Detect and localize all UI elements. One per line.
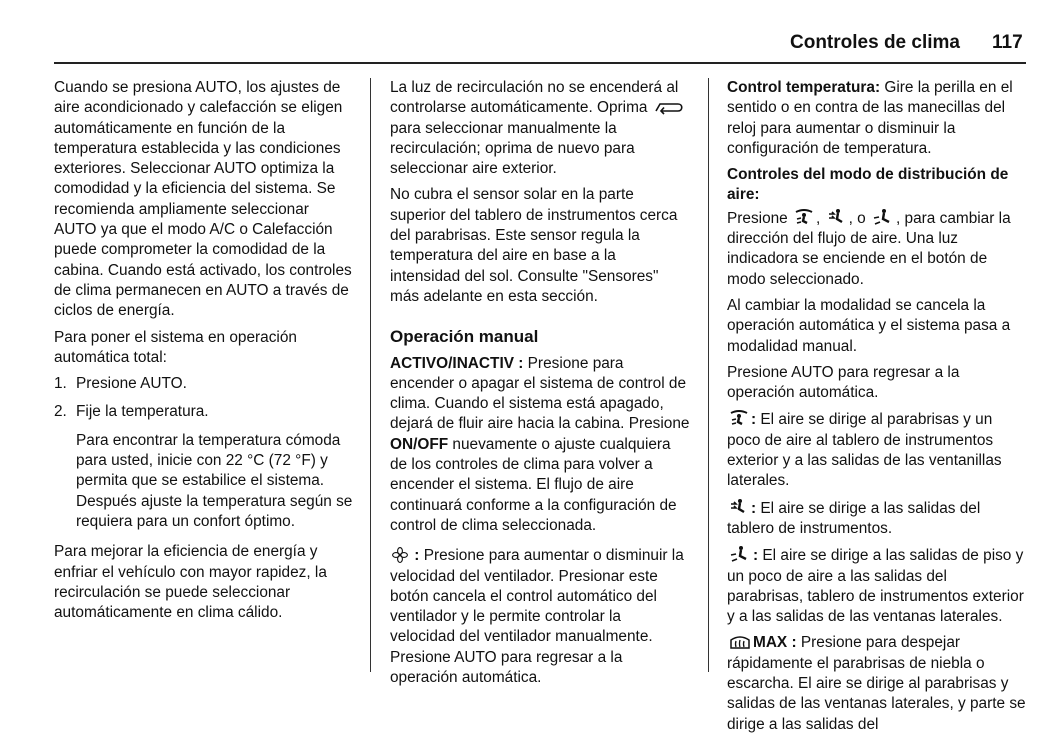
paragraph: Para poner el sistema en operación automática total:: [54, 328, 297, 366]
label: :: [751, 411, 757, 429]
defrost-floor-mode-icon: [794, 208, 814, 226]
paragraph: [727, 545, 1027, 627]
paragraph: [727, 208, 1027, 290]
text: Presione para despejar rápidamente el parabrisas de niebla o escarcha. El aire se dirige al parabrisas y salidas de las ventanas laterales, y parte se dirige a las salidas del: [727, 634, 1026, 733]
panel-mode-icon: [729, 498, 749, 516]
paragraph: [727, 633, 1027, 734]
text: para seleccionar manualmente la recirculación; oprima de nuevo para seleccionar aire exterior.: [390, 119, 635, 178]
onoff-label: ON/OFF: [390, 435, 449, 453]
paragraph-heading: Controles del modo de distribución de aire:: [727, 166, 1009, 204]
paragraph: [727, 409, 1027, 491]
list-item: [54, 402, 354, 422]
paragraph: Al cambiar la modalidad se cancela la operación automática y el sistema pasa a modalidad manual.: [727, 296, 1011, 355]
column-1: [54, 78, 354, 629]
floor-mode-icon: [729, 545, 751, 563]
label: :: [753, 547, 759, 565]
label: :: [751, 499, 757, 517]
paragraph: No cubra el sensor solar en la parte superior del tablero de instrumentos cerca del parabrisas. Este sensor regula la temperatura del aire en base a la intensidad del sol. Consulte "Sensores" más adelante en esta sección.: [390, 186, 678, 305]
page-header: [0, 0, 1054, 66]
paragraph: [390, 546, 690, 688]
paragraph: [727, 78, 1027, 159]
label: :: [414, 547, 420, 565]
column-divider: [370, 78, 371, 672]
defrost-floor-mode-icon: [729, 409, 749, 427]
paragraph: [727, 498, 1027, 540]
column-2: [390, 78, 690, 694]
section-title: Controles de clima: [790, 32, 960, 53]
text: El aire se dirige a las salidas de piso y un poco de aire a las salidas del parabrisas, tablero de instrumentos exterior y a las salidas de las ventanas laterales.: [727, 547, 1024, 626]
max-defrost-icon: [729, 634, 751, 650]
text: nuevamente o ajuste cualquiera de los controles de clima para volver a encender el sistema. El flujo de aire continuará conforme a la configuración de control de clima seleccionada.: [390, 435, 677, 534]
paragraph: Para mejorar la eficiencia de energía y enfriar el vehículo con mayor rapidez, la recirculación se puede seleccionar automáticamente en clima cálido.: [54, 543, 327, 622]
list-number: 1.: [54, 375, 67, 393]
text: Presione para encender o apagar el sistema de control de clima. Cuando el sistema está apagado, dejará de fluir aire hacia la cabina. Presione: [390, 354, 690, 433]
paragraph: Para encontrar la temperatura cómoda para usted, inicie con 22 °C (72 °F) y permita que se estabilice el sistema. Después ajuste la temperatura según se requiera para un confort óptimo.: [76, 431, 353, 530]
list-number: 2.: [54, 403, 67, 421]
text: El aire se dirige a las salidas del tablero de instrumentos.: [727, 499, 981, 537]
text: El aire se dirige al parabrisas y un poco de aire al tablero de instrumentos exterior y a las salidas de las ventanillas laterales.: [727, 411, 1002, 490]
paragraph: [390, 354, 690, 537]
text: , o: [848, 209, 866, 227]
recirculation-icon: [654, 99, 684, 115]
fan-icon: [392, 547, 408, 563]
text: Gire la perilla en el sentido o en contra de las manecillas del reloj para aumentar o disminuir la configuración de temperatura.: [727, 79, 1013, 157]
paragraph: Cuando se presiona AUTO, los ajustes de aire acondicionado y calefacción se eligen automáticamente en función de la temperatura establecida y las condiciones exteriores. Seleccionar AUTO optimiza la comodidad y la eficiencia del sistema. Se recomienda ampliamente seleccionar AUTO ya que el modo A/C o Calefacción puede comprometer la comodidad de la cabina. Cuando está activado, los controles de clima permanecen en AUTO a través de ciclos de energía.: [54, 79, 352, 320]
page-number: 117: [992, 32, 1023, 53]
paragraph: [390, 78, 690, 179]
list-text: Fije la temperatura.: [76, 403, 209, 421]
list-item: [54, 374, 354, 394]
text: La luz de recirculación no se encenderá al controlarse automáticamente. Oprima: [390, 79, 679, 117]
text: , para cambiar la dirección del flujo de aire. Una luz indicadora se enciende en el botón de modo seleccionado.: [727, 209, 1011, 288]
text: Presione para aumentar o disminuir la velocidad del ventilador. Presionar este botón cancela el control automático del ventilador y le permite controlar la velocidad del ventilador manualmente. Presione AUTO para regresar a la operación automática.: [390, 547, 684, 687]
header-rule: [54, 62, 1026, 64]
paragraph: Presione AUTO para regresar a la operación automática.: [727, 363, 960, 402]
column-3: [727, 78, 1027, 741]
section-heading: Operación manual: [390, 327, 539, 347]
panel-mode-icon: [827, 208, 847, 226]
label: Control temperatura:: [727, 79, 881, 96]
column-divider: [708, 78, 709, 672]
floor-mode-icon: [872, 208, 894, 226]
text: Presione: [727, 209, 788, 227]
label: ACTIVO/INACTIV :: [390, 354, 524, 372]
label: MAX :: [753, 634, 797, 652]
text: ,: [816, 209, 821, 227]
list-text: Presione AUTO.: [76, 375, 187, 393]
